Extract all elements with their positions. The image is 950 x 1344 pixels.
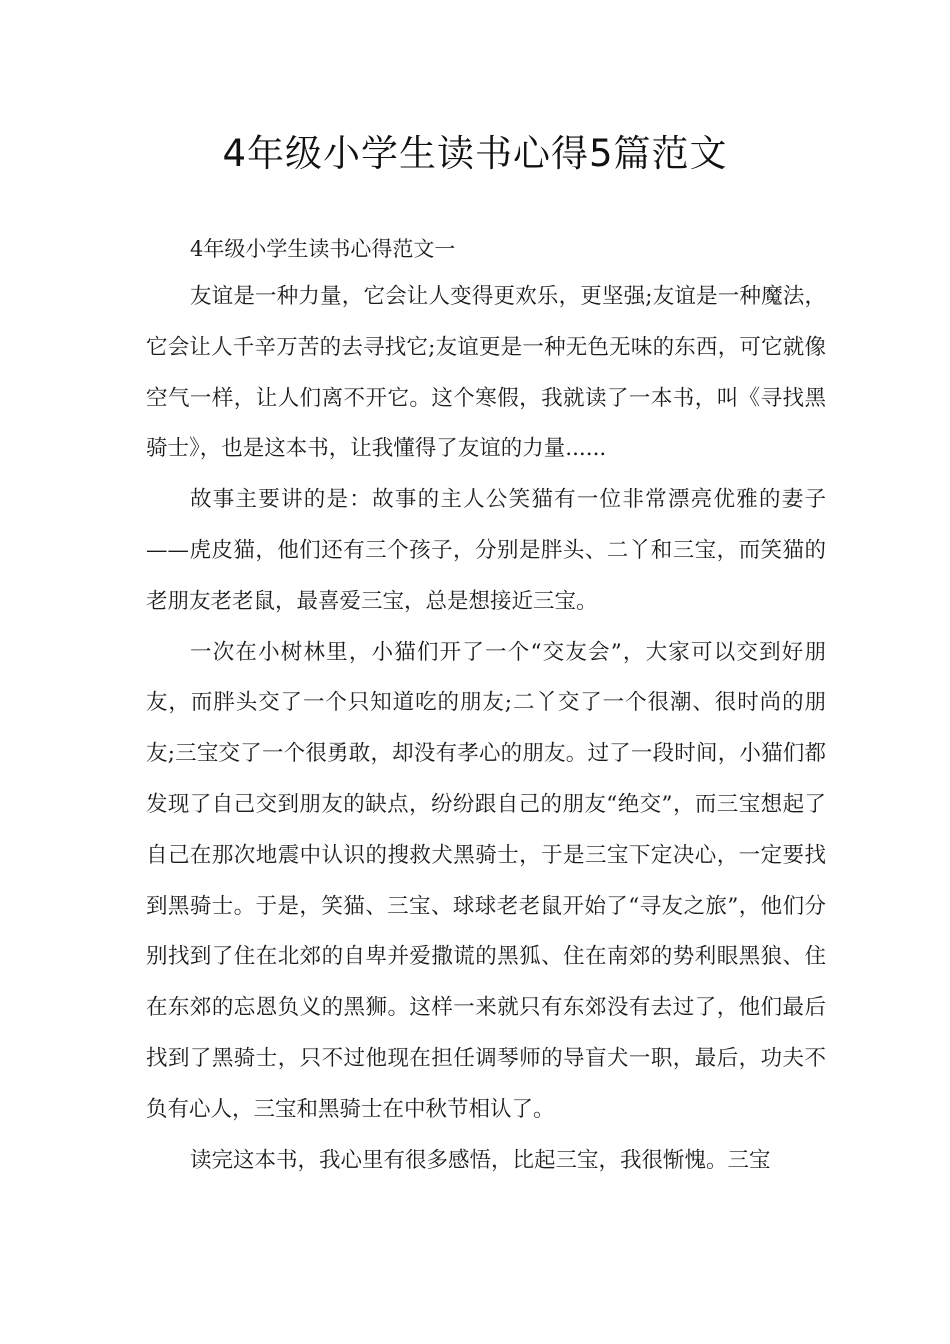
document-title: 4年级小学生读书心得5篇范文 <box>222 132 728 175</box>
paragraph-1: 友谊是一种力量，它会让人变得更欢乐，更坚强;友谊是一种魔法，它会让人千辛万苦的去寻找它;友谊更是一种无色无味的东西，可它就像空气一样，让人们离不开它。这个寒假，我就读了一本书，叫《寻找黑骑士》，也是这本书，让我懂得了友谊的力量...... <box>146 284 826 462</box>
section-heading: 4年级小学生读书心得范文一 <box>190 237 456 261</box>
paragraph-4: 读完这本书，我心里有很多感悟，比起三宝，我很惭愧。三宝 <box>190 1147 771 1173</box>
document-body <box>146 272 826 1186</box>
paragraph-2: 故事主要讲的是：故事的主人公笑猫有一位非常漂亮优雅的妻子——虎皮猫，他们还有三个孩子，分别是胖头、二丫和三宝，而笑猫的老朋友老老鼠，最喜爱三宝，总是想接近三宝。 <box>146 487 826 614</box>
paragraph-3: 一次在小树林里，小猫们开了一个“交友会”，大家可以交到好朋友，而胖头交了一个只知道吃的朋友;二丫交了一个很潮、很时尚的朋友;三宝交了一个很勇敢，却没有孝心的朋友。过了一段时间，小猫们都发现了自己交到朋友的缺点，纷纷跟自己的朋友“绝交”，而三宝想起了自己在那次地震中认识的搜救犬黑骑士，于是三宝下定决心，一定要找到黑骑士。于是，笑猫、三宝、球球老老鼠开始了“寻友之旅”，他们分别找到了住在北郊的自卑并爱撒谎的黑狐、住在南郊的势利眼黑狼、住在东郊的忘恩负义的黑狮。这样一来就只有东郊没有去过了，他们最后找到了黑骑士，只不过他现在担任调琴师的导盲犬一职，最后，功夫不负有心人，三宝和黑骑士在中秋节相认了。 <box>146 639 826 1122</box>
